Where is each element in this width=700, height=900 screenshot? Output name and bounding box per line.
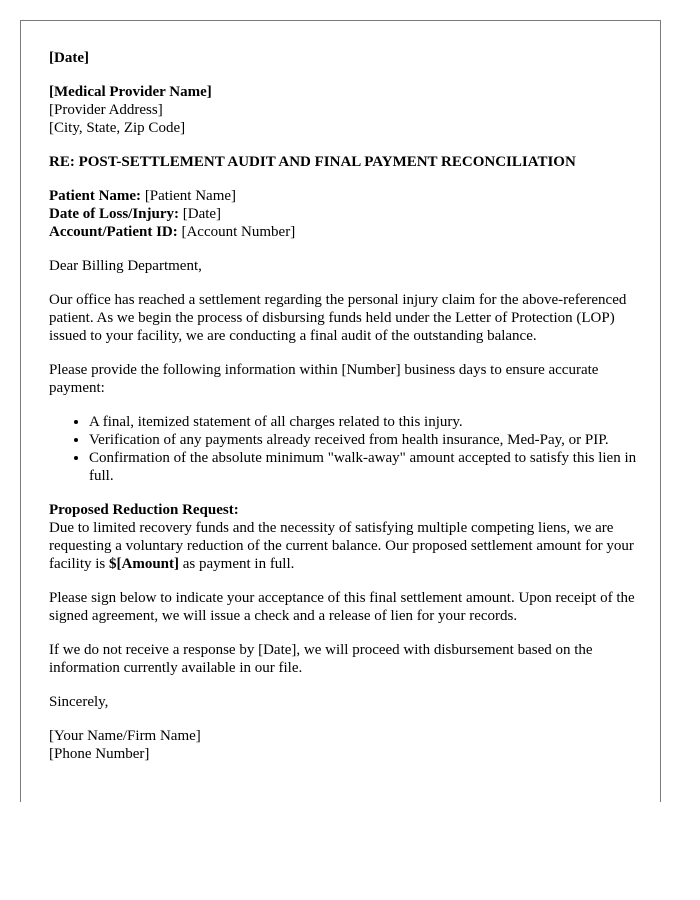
list-item: • A final, itemized statement of all charges related to this injury.: [89, 413, 639, 431]
closing: Sincerely,: [49, 694, 109, 710]
date-of-loss-label: Date of Loss/Injury:: [49, 206, 179, 222]
reduction-text-before: Due to limited recovery funds and the necessity of satisfying multiple competing liens, we are requesting a voluntary reduction of the current balance. Our proposed settlement amount for your facility is: [49, 520, 634, 572]
recipient-name-text: [Medical Provider Name]: [49, 84, 212, 100]
patient-info-block: [49, 187, 639, 241]
recipient-address: [Provider Address]: [49, 102, 163, 118]
recipient-city-state-zip: [City, State, Zip Code]: [49, 120, 186, 136]
signature-name: [Your Name/Firm Name]: [49, 728, 201, 744]
letter-body: [49, 49, 639, 779]
account-id-label: Account/Patient ID:: [49, 224, 178, 240]
reduction-block: [49, 501, 639, 573]
paragraph-sign: Please sign below to indicate your acceptance of this final settlement amount. Upon receipt of the signed agreement, we will issue a check and a release of lien for your records.: [49, 590, 635, 624]
letter-date: [49, 49, 639, 67]
signature-phone: [Phone Number]: [49, 746, 150, 762]
account-id-line: [49, 223, 639, 241]
paragraph-deadline: If we do not receive a response by [Date], we will proceed with disbursement based on the information currently available in our file.: [49, 642, 593, 676]
account-id-value: [Account Number]: [177, 224, 296, 240]
patient-name-line: [49, 187, 639, 205]
recipient-name: [49, 83, 639, 101]
patient-name-label: Patient Name:: [49, 188, 142, 204]
paragraph-settlement: Our office has reached a settlement regarding the personal injury claim for the above-referenced patient. As we begin the process of disbursing funds held under the Letter of Protection (LOP) issued to your facility, we are conducting a final audit of the outstanding balance.: [49, 292, 627, 344]
re-line: RE: POST-SETTLEMENT AUDIT AND FINAL PAYMENT RECONCILIATION: [49, 154, 576, 170]
date-of-loss-line: [49, 205, 639, 223]
reduction-amount: $[Amount]: [109, 556, 179, 572]
signature-block: [49, 727, 639, 763]
paragraph-request: Please provide the following information within [Number] business days to ensure accurate payment:: [49, 362, 599, 396]
list-item: • Confirmation of the absolute minimum "walk-away" amount accepted to satisfy this lien in full.: [89, 449, 639, 485]
letter-page: [20, 20, 661, 802]
date-of-loss-value: [Date]: [179, 206, 222, 222]
patient-name-value: [Patient Name]: [141, 188, 237, 204]
reduction-text-after: as payment in full.: [179, 556, 295, 572]
recipient-block: [49, 83, 639, 137]
date-text: [Date]: [49, 50, 89, 66]
salutation: Dear Billing Department,: [49, 258, 202, 274]
request-list: [49, 413, 639, 485]
reduction-heading: [49, 501, 639, 519]
reduction-heading-text: Proposed Reduction Request:: [49, 502, 239, 518]
list-item: • Verification of any payments already received from health insurance, Med-Pay, or PIP.: [89, 431, 639, 449]
